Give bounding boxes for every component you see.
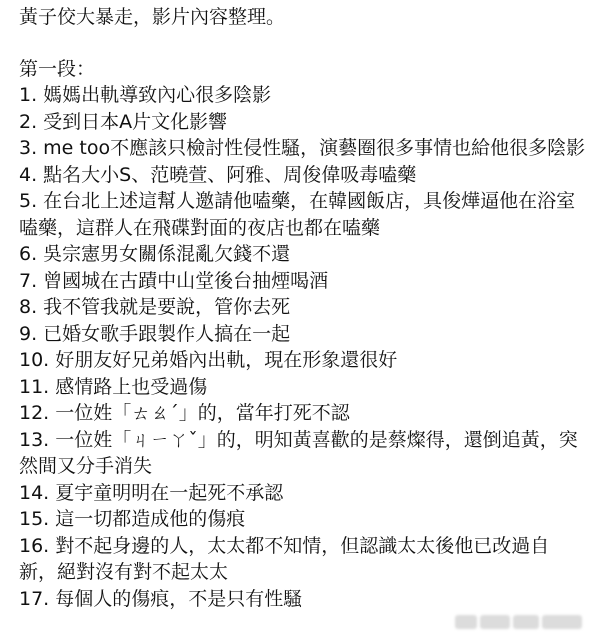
list-item-1: 1. 媽媽出軌導致內心很多陰影 (19, 84, 272, 106)
list-item-16: 16. 對不起身邊的人，太太都不知情，但認識太太後他已改過自新，絕對沒有對不起太太 (19, 534, 550, 583)
list-item-7: 7. 曾國城在古蹟中山堂後台抽煙喝酒 (19, 269, 329, 292)
list-item-12: 12. 一位姓「ㄊㄠˊ」的，當年打死不認 (19, 402, 350, 424)
list-item-8: 8. 我不管我就是要說，管你去死 (19, 296, 291, 318)
list-item-9: 9. 已婚女歌手跟製作人搞在一起 (19, 322, 291, 345)
list-item-4: 4. 點名大小S、范曉萱、阿雅、周俊偉吸毒嗑藥 (19, 163, 417, 186)
list-item-17: 17. 每個人的傷痕，不是只有性騷 (19, 587, 303, 610)
blurred-watermark (455, 612, 585, 632)
list-item-13: 13. 一位姓「ㄐㄧㄚˇ」的，明知黃喜歡的是蔡燦得，還倒追黃，突然間又分手消失 (19, 428, 578, 477)
list-item-10: 10. 好朋友好兄弟婚內出軌，現在形象還很好 (19, 349, 398, 371)
blurred-watermark-segment (542, 615, 582, 629)
list-item-2: 2. 受到日本A片文化影響 (19, 110, 228, 133)
list-item-14: 14. 夏宇童明明在一起死不承認 (19, 481, 284, 504)
section-heading: 第一段： (19, 58, 96, 80)
list-item-15: 15. 這一切都造成他的傷痕 (19, 508, 246, 530)
blurred-watermark-segment (480, 615, 510, 629)
post-title: 黃子佼大暴走，影片內容整理。 (19, 6, 286, 28)
blank-line (19, 30, 586, 56)
list-item-11: 11. 感情路上也受過傷 (19, 375, 208, 398)
blurred-watermark-segment (455, 615, 477, 629)
list-item-3: 3. me too不應該只檢討性侵性騷，演藝圈很多事情也給他很多陰影 (19, 137, 586, 159)
item-list (19, 82, 586, 612)
list-item-5: 5. 在台北上述這幫人邀請他嗑藥，在韓國飯店，具俊燁逼他在浴室嗑藥，這群人在飛碟對面的夜店也都在嗑藥 (19, 190, 576, 239)
list-item-6: 6. 吳宗憲男女關係混亂欠錢不還 (19, 243, 291, 265)
blurred-watermark-segment (513, 615, 539, 629)
